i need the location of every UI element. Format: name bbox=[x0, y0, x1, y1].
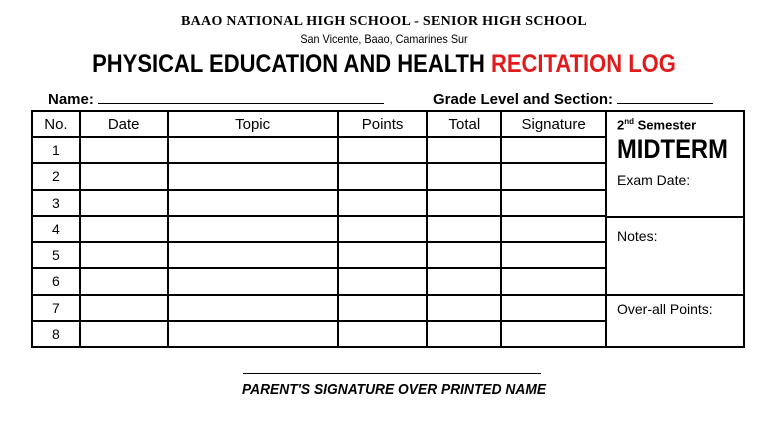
cell-points[interactable] bbox=[338, 268, 428, 294]
row-number: 3 bbox=[32, 190, 80, 216]
col-header-topic: Topic bbox=[168, 111, 338, 137]
page-title bbox=[46, 50, 722, 79]
title-black: PHYSICAL EDUCATION AND HEALTH bbox=[92, 50, 485, 78]
name-blank[interactable] bbox=[98, 89, 384, 104]
cell-topic[interactable] bbox=[168, 242, 338, 268]
grade-field[interactable] bbox=[433, 89, 713, 108]
cell-signature[interactable] bbox=[501, 321, 606, 347]
period-label: MIDTERM bbox=[617, 134, 728, 164]
cell-topic[interactable] bbox=[168, 321, 338, 347]
row-number: 5 bbox=[32, 242, 80, 268]
cell-signature[interactable] bbox=[501, 190, 606, 216]
col-header-signature: Signature bbox=[501, 111, 606, 137]
col-header-date: Date bbox=[80, 111, 168, 137]
cell-topic[interactable] bbox=[168, 295, 338, 321]
cell-signature[interactable] bbox=[501, 163, 606, 189]
table-row bbox=[32, 295, 606, 321]
table-row bbox=[32, 268, 606, 294]
cell-signature[interactable] bbox=[501, 242, 606, 268]
cell-signature[interactable] bbox=[501, 137, 606, 163]
cell-topic[interactable] bbox=[168, 216, 338, 242]
cell-date[interactable] bbox=[80, 242, 168, 268]
cell-points[interactable] bbox=[338, 321, 428, 347]
cell-signature[interactable] bbox=[501, 268, 606, 294]
col-header-total: Total bbox=[427, 111, 501, 137]
cell-date[interactable] bbox=[80, 216, 168, 242]
cell-total[interactable] bbox=[427, 242, 501, 268]
recitation-table bbox=[31, 110, 607, 348]
cell-date[interactable] bbox=[80, 321, 168, 347]
cell-date[interactable] bbox=[80, 163, 168, 189]
semester-suffix: nd bbox=[624, 117, 635, 126]
cell-topic[interactable] bbox=[168, 137, 338, 163]
cell-date[interactable] bbox=[80, 137, 168, 163]
notes-label: Notes: bbox=[617, 228, 658, 244]
cell-date[interactable] bbox=[80, 268, 168, 294]
cell-points[interactable] bbox=[338, 137, 428, 163]
notes-section[interactable] bbox=[607, 218, 743, 296]
row-number: 1 bbox=[32, 137, 80, 163]
cell-signature[interactable] bbox=[501, 216, 606, 242]
cell-signature[interactable] bbox=[501, 295, 606, 321]
cell-total[interactable] bbox=[427, 163, 501, 189]
row-number: 4 bbox=[32, 216, 80, 242]
exam-date-label: Exam Date: bbox=[617, 172, 691, 188]
cell-points[interactable] bbox=[338, 190, 428, 216]
name-label: Name: bbox=[48, 91, 94, 108]
school-address: San Vicente, Baao, Camarines Sur bbox=[300, 32, 468, 46]
name-field[interactable] bbox=[48, 89, 384, 108]
cell-topic[interactable] bbox=[168, 163, 338, 189]
midterm-section bbox=[607, 112, 743, 218]
cell-topic[interactable] bbox=[168, 190, 338, 216]
cell-total[interactable] bbox=[427, 216, 501, 242]
cell-points[interactable] bbox=[338, 295, 428, 321]
cell-total[interactable] bbox=[427, 190, 501, 216]
parent-signature-label: PARENT'S SIGNATURE OVER PRINTED NAME bbox=[241, 381, 547, 398]
col-header-no: No. bbox=[32, 111, 80, 137]
grade-label: Grade Level and Section: bbox=[433, 91, 614, 108]
col-header-points: Points bbox=[338, 111, 428, 137]
school-name: BAAO NATIONAL HIGH SCHOOL - SENIOR HIGH SCHOOL bbox=[180, 14, 587, 29]
cell-date[interactable] bbox=[80, 190, 168, 216]
table-row bbox=[32, 216, 606, 242]
semester-word: Semester bbox=[637, 117, 697, 133]
table-row bbox=[32, 242, 606, 268]
grade-blank[interactable] bbox=[617, 89, 713, 104]
cell-points[interactable] bbox=[338, 163, 428, 189]
cell-total[interactable] bbox=[427, 321, 501, 347]
semester-box bbox=[605, 110, 745, 348]
table-row bbox=[32, 190, 606, 216]
parent-signature-line[interactable] bbox=[243, 373, 541, 374]
row-number: 2 bbox=[32, 163, 80, 189]
row-number: 8 bbox=[32, 321, 80, 347]
cell-topic[interactable] bbox=[168, 268, 338, 294]
table-row bbox=[32, 137, 606, 163]
cell-total[interactable] bbox=[427, 295, 501, 321]
overall-points-section[interactable] bbox=[607, 296, 743, 346]
title-red: RECITATION LOG bbox=[490, 50, 676, 78]
semester-number: 2 bbox=[617, 117, 625, 133]
table-row bbox=[32, 163, 606, 189]
table-header-row bbox=[32, 111, 606, 137]
semester-label bbox=[617, 117, 696, 132]
table-row bbox=[32, 321, 606, 347]
row-number: 7 bbox=[32, 295, 80, 321]
cell-total[interactable] bbox=[427, 137, 501, 163]
cell-points[interactable] bbox=[338, 242, 428, 268]
row-number: 6 bbox=[32, 268, 80, 294]
cell-total[interactable] bbox=[427, 268, 501, 294]
cell-date[interactable] bbox=[80, 295, 168, 321]
overall-points-label: Over-all Points: bbox=[617, 301, 713, 317]
cell-points[interactable] bbox=[338, 216, 428, 242]
